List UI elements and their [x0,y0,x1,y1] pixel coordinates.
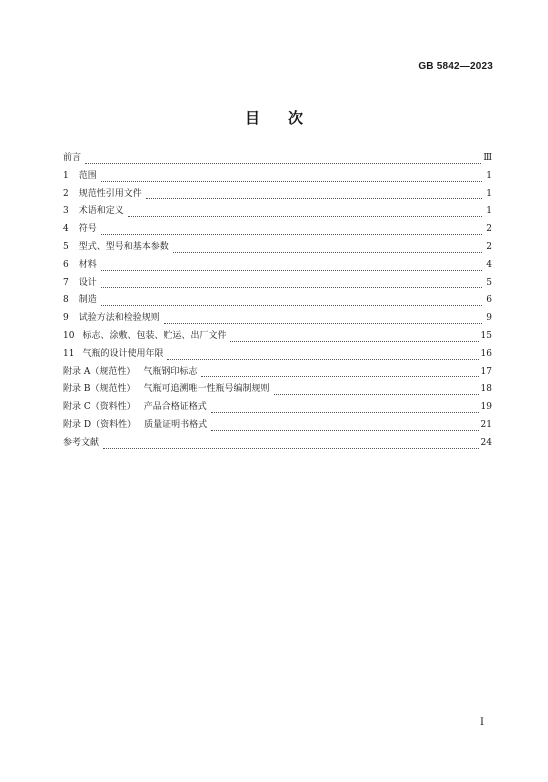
toc-entry[interactable] [63,150,492,168]
toc-entry-number: 7 [63,277,69,288]
table-of-contents [63,150,492,453]
toc-entry-label: 范围 [78,170,97,181]
toc-entry-number: 附录 B（规范性） [63,384,136,395]
toc-entry[interactable] [63,435,492,453]
toc-entry[interactable] [63,239,492,257]
toc-entry-label: 符号 [78,224,97,235]
toc-entry-label: 设计 [78,277,97,288]
toc-entry-label: 术语和定义 [78,206,124,217]
toc-entry-page: 21 [480,419,492,430]
dot-leader [103,447,479,449]
toc-entry-number: 5 [63,241,69,252]
toc-entry-label: 试验方法和检验规则 [78,313,160,324]
toc-entry-page: 2 [486,241,492,252]
toc-entry-label: 制造 [78,295,97,306]
dot-leader [230,340,478,342]
toc-entry-number: 11 [63,348,75,359]
toc-entry-number: 10 [63,330,75,341]
toc-entry[interactable] [63,399,492,417]
dot-leader [164,322,482,324]
toc-entry[interactable] [63,168,492,186]
toc-entry-number: 附录 D（资料性） [63,419,137,430]
dot-leader [211,411,479,413]
toc-entry-number: 9 [63,313,69,324]
toc-entry-label: 参考文献 [63,437,100,448]
toc-entry-page: 5 [486,277,492,288]
dot-leader [101,233,482,235]
toc-entry-number: 4 [63,224,69,235]
toc-entry[interactable] [63,221,492,239]
page-title: 目次 [244,109,331,127]
toc-entry-label: 产品合格证格式 [143,402,207,413]
toc-entry-page: Ⅲ [483,153,492,163]
toc-entry-page: 6 [486,295,492,306]
toc-entry-page: 17 [480,366,492,377]
toc-entry-number: 2 [63,188,69,199]
toc-entry-number: 8 [63,295,69,306]
dot-leader [128,215,482,217]
toc-entry-page: 19 [480,402,492,413]
dot-leader [146,197,482,199]
toc-entry-page: 16 [480,348,492,359]
toc-entry-page: 15 [480,330,492,341]
dot-leader [101,304,482,306]
toc-entry-page: 2 [486,224,492,235]
toc-entry-label: 质量证明书格式 [144,419,208,430]
toc-entry[interactable] [63,364,492,382]
dot-leader [211,429,478,431]
toc-entry-number: 6 [63,259,69,270]
toc-entry-label: 前言 [63,153,82,163]
toc-entry-page: 24 [480,437,492,448]
toc-entry[interactable] [63,417,492,435]
dot-leader [201,375,478,377]
toc-entry-label: 型式、型号和基本参数 [78,241,169,252]
toc-entry-label: 材料 [78,259,97,270]
toc-entry[interactable] [63,310,492,328]
toc-entry-page: 1 [486,188,492,199]
toc-entry[interactable] [63,328,492,346]
toc-entry[interactable] [63,346,492,364]
toc-entry-label: 气瓶钢印标志 [143,366,198,377]
document-code: GB 5842—2023 [418,61,493,72]
toc-entry-page: 1 [486,206,492,217]
toc-entry-number: 3 [63,206,69,217]
toc-entry-label: 标志、涂敷、包装、贮运、出厂文件 [82,330,227,341]
toc-entry-label: 气瓶可追溯唯一性瓶号编制规则 [143,384,270,395]
dot-leader [167,358,478,360]
toc-entry[interactable] [63,381,492,399]
toc-entry[interactable] [63,186,492,204]
toc-entry[interactable] [63,292,492,310]
toc-entry-page: 18 [480,384,492,395]
toc-entry-number: 附录 A（规范性） [63,366,136,377]
toc-entry-page: 9 [486,313,492,324]
dot-leader [101,269,482,271]
toc-entry-number: 1 [63,170,69,181]
toc-entry-number: 附录 C（资料性） [63,402,136,413]
page-number: Ⅰ [480,717,484,728]
toc-entry[interactable] [63,257,492,275]
toc-entry[interactable] [63,203,492,221]
dot-leader [85,162,481,164]
toc-entry[interactable] [63,275,492,293]
toc-entry-page: 4 [486,259,492,270]
dot-leader [173,251,482,253]
dot-leader [101,180,482,182]
dot-leader [101,286,482,288]
dot-leader [274,393,479,395]
toc-entry-label: 规范性引用文件 [78,188,142,199]
toc-entry-label: 气瓶的设计使用年限 [82,348,164,359]
toc-entry-page: 1 [486,170,492,181]
